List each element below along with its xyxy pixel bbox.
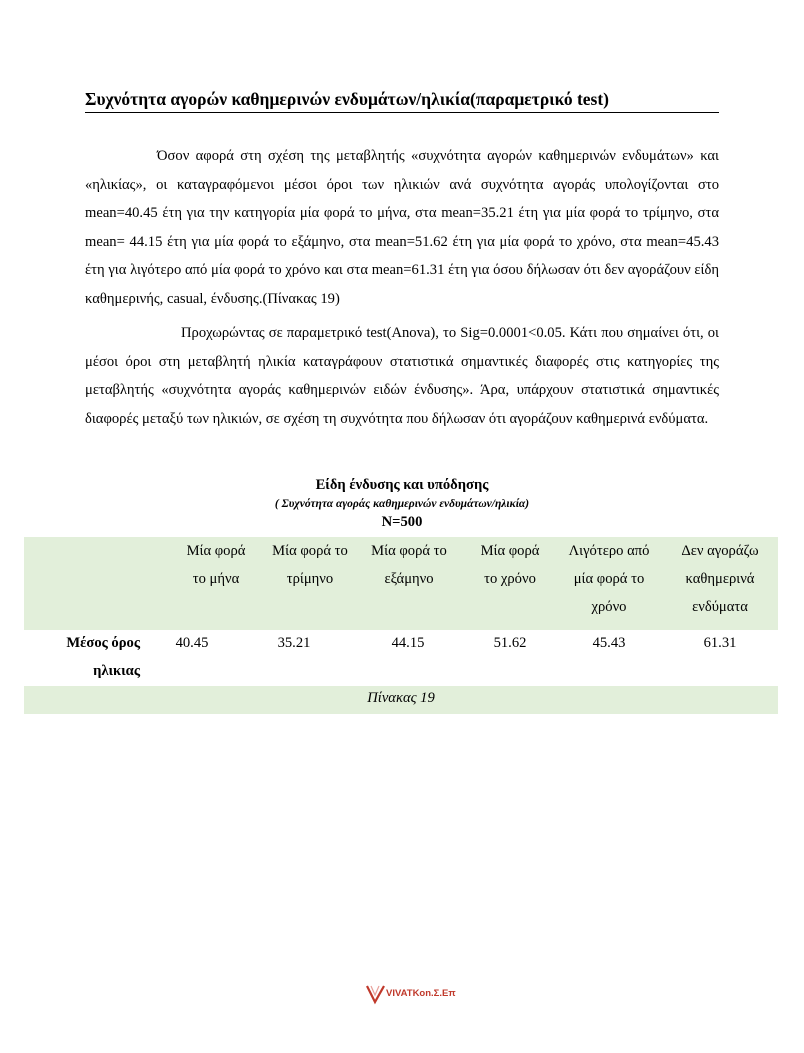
column-header: Δεν αγοράζω καθημερινά ενδύματα [681, 543, 759, 615]
table-header-row [24, 537, 778, 630]
table-subtitle: ( Συχνότητα αγοράς καθημερινών ενδυμάτων/ηλικία) [274, 498, 530, 510]
table-cell: 45.43 [592, 635, 626, 651]
table-caption: Πίνακας 19 [24, 686, 778, 714]
column-header: Μία φορά το τρίμηνο [272, 543, 348, 587]
column-header: Μία φορά το μήνα [186, 543, 246, 587]
table-cell: 61.31 [703, 635, 737, 651]
row-label: Μέσος όρος ηλικιας [66, 635, 140, 679]
table-cell: 40.45 [175, 635, 209, 651]
column-header: Λιγότερο από μία φορά το χρόνο [568, 543, 650, 615]
column-header: Μία φορά το εξάμηνο [371, 543, 447, 587]
paragraph-1: Όσον αφορά στη σχέση της μεταβλητής «συχνότητα αγορών καθημερινών ενδυμάτων» και «ηλικίας», οι καταγραφόμενοι μέσοι όροι των ηλικιών ανά συχνότητα αγοράς υπολογίζονται στο mean=40.45 έτη για την κατηγορία μία φορά το μήνα, στα mean=35.21 έτη για μία φορά το τρίμηνο, στα mean= 44.15 έτη για μία φορά το εξάμηνο, στα mean=51.62 έτη για μία φορά το χρόνο, στα mean=45.43 έτη για λιγότερο από μία φορά το χρόνο και στα mean=61.31 έτη για όσου δήλωσαν ότι δεν αγοράζουν είδη καθημερινής, casual, ένδυσης.(Πίνακας 19) [85, 148, 719, 307]
footer-logo [366, 982, 456, 1006]
logo-text: VIVATKon.Σ.Επ [386, 988, 456, 999]
table-sample-size: N=500 [381, 514, 423, 530]
table-cell: 35.21 [277, 635, 311, 651]
column-header: Μία φορά το χρόνο [480, 543, 540, 587]
section-heading: Συχνότητα αγορών καθημερινών ενδυμάτων/ηλικία(παραμετρικό test) [85, 89, 719, 113]
table-cell: 44.15 [391, 635, 425, 651]
paragraph-2: Προχωρώντας σε παραμετρικό test(Anova), το Sig=0.0001<0.05. Κάτι που σημαίνει ότι, οι μέσοι όροι στη μεταβλητή ηλικία καταγράφουν στατιστικά σημαντικές διαφορές στις κατηγορίες της μεταβλητής «συχνότητα αγοράς καθημερινών ειδών ένδυσης». Άρα, υπάρχουν στατιστικά σημαντικές διαφορές μεταξύ των ηλικιών, σε σχέση τη συχνότητα που δήλωσαν ότι αγοράζουν καθημερινά ενδύματα. [85, 325, 719, 427]
table-title: Είδη ένδυσης και υπόδησης [315, 477, 489, 493]
table-cell: 51.62 [493, 635, 527, 651]
